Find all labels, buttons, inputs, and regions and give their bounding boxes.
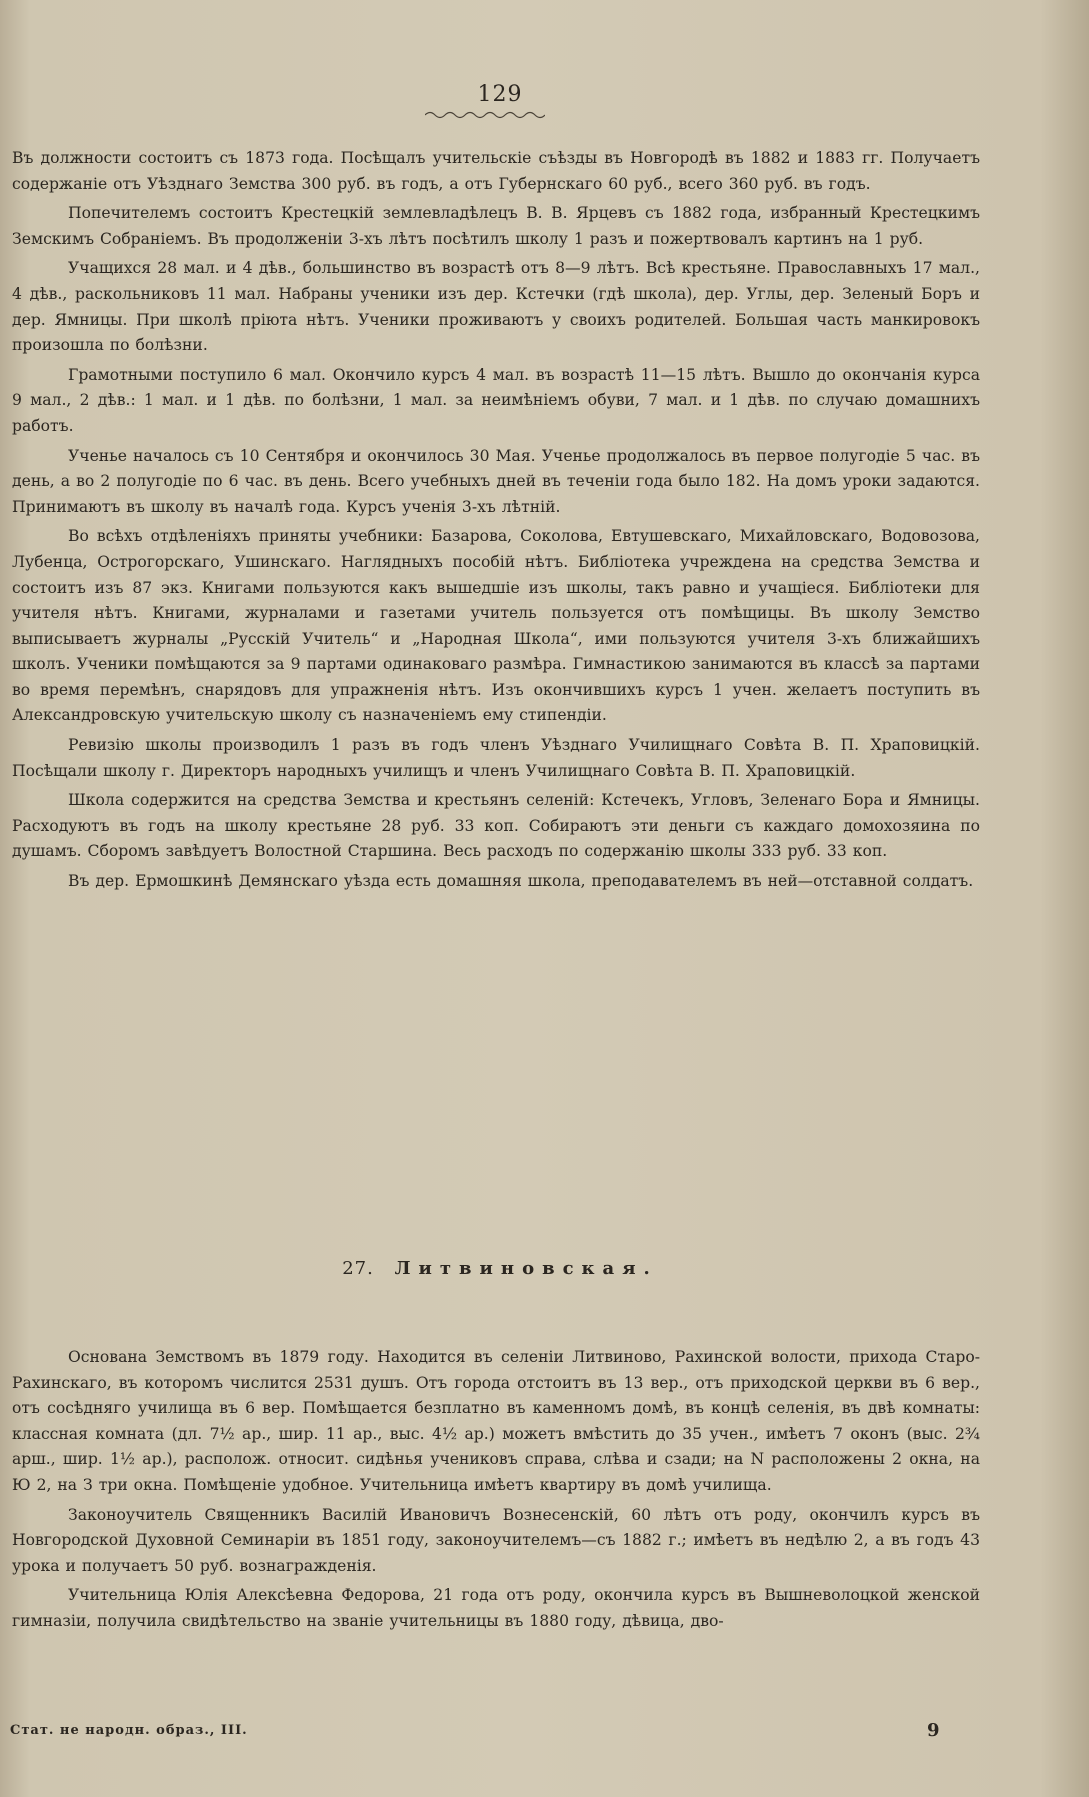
section-number: 27.: [342, 1258, 374, 1279]
paragraph: Во всѣхъ отдѣленіяхъ приняты учебники: Базарова, Соколова, Евтушевскаго, Михайловскаго, Водовозова, Лубенца, Острогорскаго, Ушинскаго. Наглядныхъ пособій нѣтъ. Библіотека учреждена на средства Земства и состоитъ изъ 87 экз. Книгами пользуются какъ вышедшіе изъ школы, такъ равно и учащіеся. Библіотеки для учителя нѣтъ. Книгами, журналами и газетами учитель пользуется отъ помѣщицы. Въ школу Земство выписываетъ журналы „Русскій Учитель“ и „Народная Школа“, ими пользуются учителя 3-хъ ближайшихъ школъ. Ученики помѣщаются за 9 партами одинаковаго размѣра. Гимнастикою занимаются въ классѣ за партами во время перемѣнъ, снарядовъ для упражненія нѣтъ. Изъ окончившихъ курсъ 1 учен. желаетъ поступить въ Александровскую учительскую школу съ назначеніемъ ему стипендіи.: [12, 527, 980, 725]
footer-sheet-number: 9: [927, 1720, 940, 1741]
paragraph: Школа содержится на средства Земства и крестьянъ селеній: Кстечекъ, Угловъ, Зеленаго Бора и Ямницы. Расходуютъ въ годъ на школу крестьяне 28 руб. 33 коп. Собираютъ эти деньги съ каждаго домохозяина по душамъ. Сборомъ завѣдуетъ Волостной Старшина. Весь расходъ по содержанію школы 333 руб. 33 коп.: [12, 791, 980, 861]
paragraph: Въ должности состоитъ съ 1873 года. Посѣщалъ учительскіе съѣзды въ Новгородѣ въ 1882 и 1883 гг. Получаетъ содержаніе отъ Уѣзднаго Земства 300 руб. въ годъ, а отъ Губернскаго 60 руб., всего 360 руб. въ годъ.: [12, 149, 980, 193]
paragraph: Учительница Юлія Алексѣевна Федорова, 21 года отъ роду, окончила курсъ въ Вышневолоцкой женской гимназіи, получила свидѣтельство на званіе учительницы въ 1880 году, дѣвица, дво-: [12, 1586, 980, 1630]
section-heading: [0, 1258, 1000, 1279]
section-title: Литвиновская.: [394, 1258, 658, 1279]
paragraph: Грамотными поступило 6 мал. Окончило курсъ 4 мал. въ возрастѣ 11—15 лѣтъ. Вышло до окончанія курса 9 мал., 2 дѣв.: 1 мал. и 1 дѣв. по болѣзни, 1 мал. за неимѣніемъ обуви, 7 мал. и 1 дѣв. по случаю домашнихъ работъ.: [12, 365, 980, 435]
paragraph: Основана Земствомъ въ 1879 году. Находится въ селеніи Литвиново, Рахинской волости, прихода Старо-Рахинскаго, въ которомъ числится 2531 душъ. Отъ города отстоитъ въ 13 вер., отъ приходской церкви въ 6 вер., отъ сосѣдняго училища въ 6 вер. Помѣщается безплатно въ каменномъ домѣ, въ концѣ селенія, въ двѣ комнаты: классная комната (дл. 7½ ар., шир. 11 ар., выс. 4½ ар.) можетъ вмѣстить до 35 учен., имѣетъ 7 оконъ (выс. 2¾ арш., шир. 1½ ар.), располож. относит. сидѣнья учениковъ справа, слѣва и сзади; на N расположены 2 окна, на Ю 2, на З три окна. Помѣщеніе удобное. Учительница имѣетъ квартиру въ домѣ училища.: [12, 1348, 980, 1494]
paragraph: Въ дер. Ермошкинѣ Демянскаго уѣзда есть домашняя школа, преподавателемъ въ ней—отставной солдатъ.: [68, 872, 974, 891]
main-text: [12, 146, 980, 899]
footer-signature: Стат. не народн. образ., III.: [10, 1723, 248, 1738]
page-number: 129: [477, 82, 523, 107]
paragraph: Учащихся 28 мал. и 4 дѣв., большинство въ возрастѣ отъ 8—9 лѣтъ. Всѣ крестьяне. Православныхъ 17 мал., 4 дѣв., раскольниковъ 11 мал. Набраны ученики изъ дер. Кстечки (гдѣ школа), дер. Углы, дер. Зеленый Боръ и дер. Ямницы. При школѣ пріюта нѣтъ. Ученики проживаютъ у своихъ родителей. Большая часть манкировокъ произошла по болѣзни.: [12, 259, 980, 355]
section-text: [12, 1345, 980, 1639]
paragraph: Законоучитель Священникъ Василій Ивановичъ Вознесенскій, 60 лѣтъ отъ роду, окончилъ курсъ въ Новгородской Духовной Семинаріи въ 1851 году, законоучителемъ—съ 1882 г.; имѣетъ въ недѣлю 2, а въ годъ 43 урока и получаетъ 50 руб. вознагражденія.: [12, 1505, 980, 1575]
paragraph: Ученье началось съ 10 Сентября и окончилось 30 Мая. Ученье продолжалось въ первое полугодіе 5 час. въ день, а во 2 полугодіе по 6 час. въ день. Всего учебныхъ дней въ теченіи года было 182. На домъ уроки задаются. Принимаютъ въ школу въ началѣ года. Курсъ ученія 3-хъ лѣтній.: [12, 446, 980, 516]
ornament-rule: [425, 110, 545, 120]
paragraph: Ревизію школы производилъ 1 разъ въ годъ членъ Уѣзднаго Училищнаго Совѣта В. П. Храповицкій. Посѣщали школу г. Директоръ народныхъ училищъ и членъ Училищнаго Совѣта В. П. Храповицкій.: [12, 736, 980, 780]
paragraph: Попечителемъ состоитъ Крестецкій землевладѣлецъ В. В. Ярцевъ съ 1882 года, избранный Крестецкимъ Земскимъ Собраніемъ. Въ продолженіи 3-хъ лѣтъ посѣтилъ школу 1 разъ и пожертвовалъ картинъ на 1 руб.: [12, 204, 980, 248]
